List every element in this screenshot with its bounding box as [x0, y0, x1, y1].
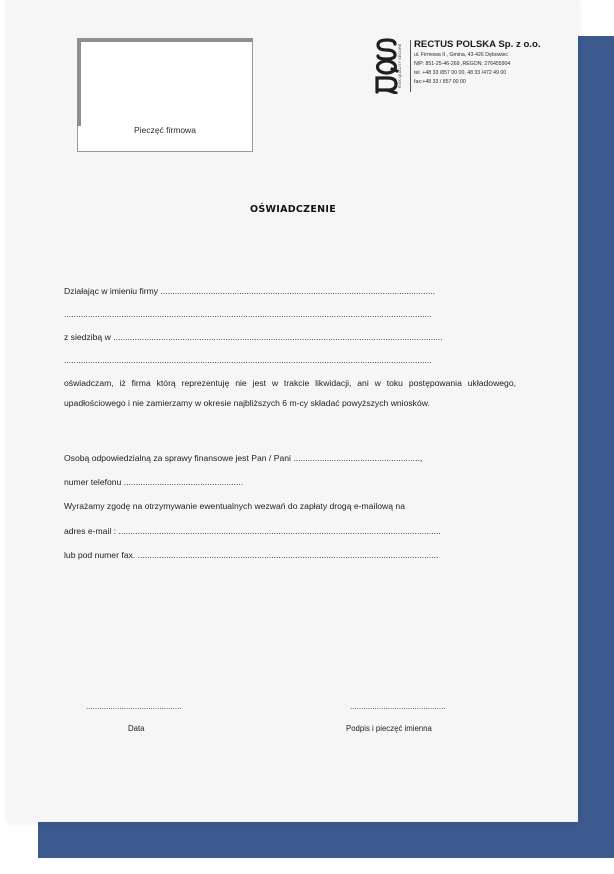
finance-person-line: Osobą odpowiedzialną za sprawy finansowe jest Pan / Pani ....................................................., [64, 453, 423, 463]
signature-label: Podpis i pieczęć imienna [346, 724, 432, 733]
date-signature-dots: ........................................... [86, 702, 182, 711]
company-seat-line: z siedzibą w .......................................................................................................................................... [64, 332, 443, 342]
company-seat-line-2: .......................................................................................................................................................... [64, 355, 432, 365]
company-name-line: Działając w imieniu firmy ................................................................................................................... [64, 286, 436, 296]
phone-number-line: numer telefonu .................................................. [64, 477, 244, 487]
statement-paragraph: oświadczam, iż firma którą reprezentuję nie jest w trakcie likwidacji, ani w toku postępowania układowego, upadłościowego i nie zamierzamy w okresie najbliższych 6 m-cy składać powyższych wniosków. [64, 378, 516, 408]
date-label: Data [128, 724, 145, 733]
logo-tagline: RISK QUALITY SECURE [398, 43, 402, 89]
document-title: OŚWIADCZENIE [249, 204, 337, 215]
company-stamp-box [77, 38, 253, 152]
signature-dots: ........................................... [350, 702, 446, 711]
document-page [8, 0, 578, 822]
company-phone: tel. +48 33 /857 00 00, 48 33 /472 49 00 [414, 70, 507, 76]
stamp-label: Pieczęć firmowa [134, 125, 196, 135]
fax-number-line: lub pod numer fax. .............................................................................................................................. [64, 550, 439, 560]
company-name-line-2: .......................................................................................................................................................... [64, 309, 432, 319]
company-fax: fax:+48 33 / 857 00 00 [414, 79, 466, 85]
rqs-logo-icon [374, 38, 400, 94]
company-ids: NIP: 851-25-46-269 ,REGON: 276455904 [414, 61, 511, 67]
accent-bar-bottom [38, 818, 614, 858]
company-logo [374, 38, 544, 96]
email-consent-line: Wyrażamy zgodę na otrzymywanie ewentualnych wezwań do zapłaty drogą e-mailową na [64, 501, 405, 511]
email-address-line: adres e-mail : ....................................................................................................................................... [64, 526, 441, 536]
accent-bar-right [577, 36, 614, 858]
company-name: RECTUS POLSKA Sp. z o.o. [414, 39, 541, 50]
company-address: ul. Firmowa II , Gmina, 43-426 Dębowiec [414, 52, 508, 58]
logo-divider [410, 40, 411, 92]
